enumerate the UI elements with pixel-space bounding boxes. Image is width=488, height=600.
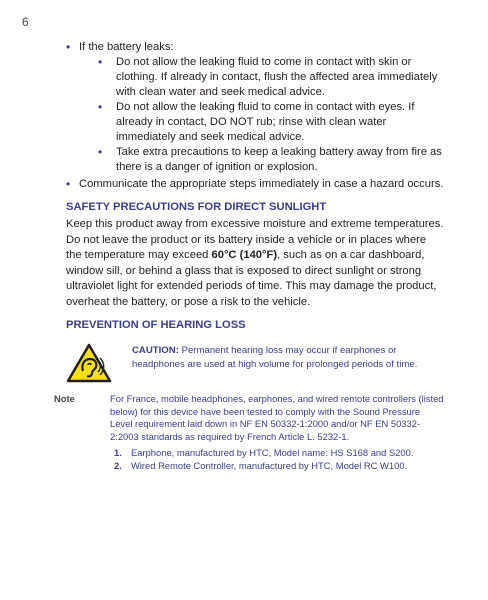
- bullet-icon: •: [66, 40, 71, 54]
- sub-bullet-text: Do not allow the leaking fluid to come in contact with eyes. If already in contact, DO NOT rub; rinse with clean water immediately and seek medical advice.: [116, 101, 415, 143]
- note-block: [54, 393, 444, 472]
- sunlight-paragraph: [66, 217, 444, 310]
- hearing-heading: PREVENTION OF HEARING LOSS: [66, 319, 246, 331]
- page-content: [54, 40, 444, 472]
- sunlight-text-before: Keep this product away from excessive moisture and extreme temperatures. Do not leave the product or its battery inside a vehicle or in places where the temperature may exceed: [66, 218, 444, 261]
- bullet-communicate: [66, 177, 444, 192]
- sunlight-text-after: , such as on a car dashboard, window sill, or behind a glass that is exposed to direct sunlight or strong ultraviolet light for extended periods of time. This may damage the product, overheat the battery, or pose a risk to the vehicle.: [66, 249, 437, 308]
- page-number: 6: [22, 15, 29, 29]
- list-item: [66, 446, 444, 459]
- bullet-icon: •: [66, 177, 71, 191]
- note-list: [66, 446, 444, 472]
- sub-bullet: [66, 100, 444, 145]
- sub-bullet: [66, 55, 444, 100]
- list-item-text: Earphone, manufactured by HTC, Model name: HS S168 and S200.: [131, 447, 414, 459]
- note-label: Note: [54, 393, 75, 404]
- bullet-icon: •: [98, 145, 103, 159]
- sunlight-heading: SAFETY PRECAUTIONS FOR DIRECT SUNLIGHT: [66, 201, 327, 213]
- bullet-text: If the battery leaks:: [79, 41, 174, 53]
- caution-text: [132, 344, 444, 371]
- list-item-text: Wired Remote Controller, manufactured by HTC, Model RC W100.: [131, 460, 408, 472]
- caution-block: [66, 341, 444, 393]
- sub-bullet-text: Do not allow the leaking fluid to come in contact with skin or clothing. If already in contact, flush the affected area immediately with clean water and seek medical advice.: [116, 56, 438, 98]
- hearing-warning-icon: [66, 343, 112, 383]
- bullet-battery-leaks: [66, 40, 444, 55]
- list-item-number: 1.: [114, 447, 122, 459]
- bullet-icon: •: [98, 55, 103, 69]
- list-item: [66, 459, 444, 472]
- caution-body: Permanent hearing loss may occur if earphones or headphones are used at high volume for prolonged periods of time.: [132, 345, 418, 370]
- note-text: For France, mobile headphones, earphones, and wired remote controllers (listed below) for this device have been tested to comply with the Sound Pressure Level requirement laid down in NF EN 50332-1:2000 and/or NF EN 50332-2:2003 standards as required by French Article L. 5232-1.: [110, 393, 444, 442]
- list-item-number: 2.: [114, 460, 122, 472]
- sunlight-temperature: 60°C (140°F): [211, 249, 278, 261]
- bullet-icon: •: [98, 100, 103, 114]
- sub-bullet-text: Take extra precautions to keep a leaking battery away from fire as there is a danger of ignition or explosion.: [116, 146, 442, 173]
- caution-label: CAUTION:: [132, 345, 179, 356]
- sub-bullet: [66, 145, 444, 175]
- bullet-text: Communicate the appropriate steps immediately in case a hazard occurs.: [79, 178, 444, 190]
